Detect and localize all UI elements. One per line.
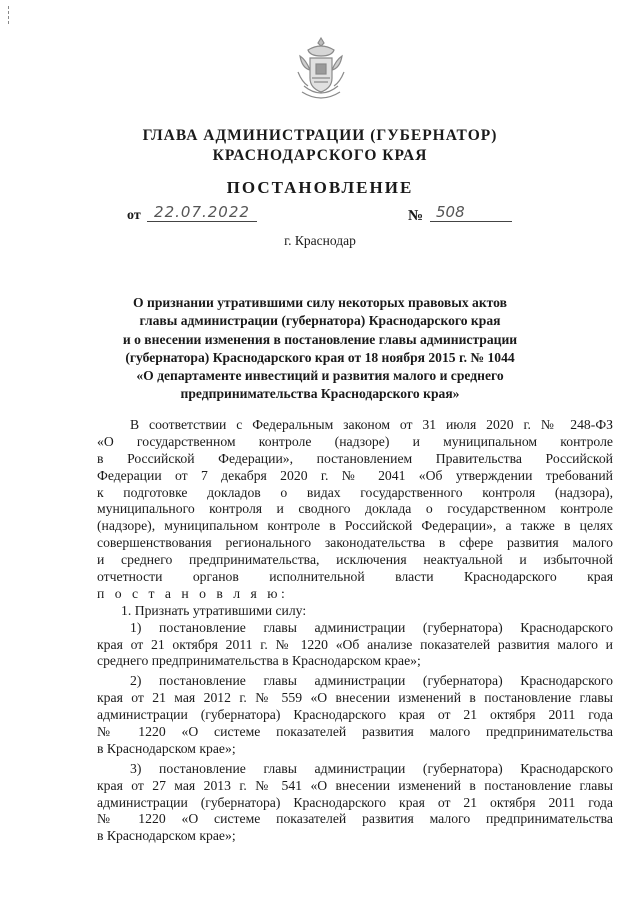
preamble-line: (надзоре), муниципальном контроле в Российской Федерации», а также в целях (97, 518, 613, 534)
subitem-3-line: в Краснодарском крае»; (97, 828, 236, 844)
subitem-2-line: в Краснодарском крае»; (97, 740, 236, 756)
number-label: № (408, 208, 424, 224)
title-line: предпринимательства Краснодарского края» (180, 386, 460, 402)
preamble-line: В соответствии с Федеральным законом от 31 июля 2020 г. № 248-ФЗ (130, 417, 613, 432)
number-value: 508 (430, 203, 512, 222)
preamble-line: в Российской Федерации», постановлением Правительства Российской (97, 450, 613, 466)
title-line: «О департаменте инвестиций и развития малого и среднего (136, 368, 504, 384)
subitem-1-line: среднего предпринимательства в Краснодарском крае»; (97, 653, 421, 669)
decree-word: п о с т а н о в л я ю: (97, 585, 289, 601)
preamble-line: Федерации от 7 декабря 2020 г. № 2041 «Об утверждении требований (97, 467, 613, 483)
subitem-1-line: 1) постановление главы администрации (губернатора) Краснодарского (130, 619, 613, 635)
coat-of-arms-emblem (296, 36, 346, 102)
subitem-2-line: администрации (губернатора) Краснодарского края от 21 октября 2011 года (97, 707, 613, 723)
organization-name-line1: ГЛАВА АДМИНИСТРАЦИИ (ГУБЕРНАТОР) (142, 127, 498, 144)
organization-name-line2: КРАСНОДАРСКОГО КРАЯ (212, 147, 428, 164)
subitem-3-line: края от 27 мая 2013 г. № 541 «О внесении изменений в постановление главы (97, 777, 613, 793)
document-body (97, 417, 613, 845)
document-type: ПОСТАНОВЛЕНИЕ (226, 178, 414, 197)
preamble-line: муниципального контроля и сводного доклада о государственном контроле (97, 501, 613, 517)
preamble-line: совершенствования регионального законодательства в сфере развития малого (97, 535, 613, 551)
subitem-3-line: администрации (губернатора) Краснодарского края от 21 октября 2011 года (97, 794, 613, 810)
scan-edge-mark (8, 6, 10, 24)
city-name: г. Краснодар (284, 233, 356, 248)
subitem-2-line: № 1220 «О системе показателей развития малого предпринимательства (97, 724, 613, 740)
subitem-2-line: края от 21 мая 2012 г. № 559 «О внесении изменений в постановление главы (97, 690, 613, 706)
date-label: от (127, 208, 141, 223)
title-line: главы администрации (губернатора) Краснодарского края (139, 313, 501, 329)
preamble-line: отчетности органов исполнительной власти Краснодарского края (97, 569, 613, 585)
subitem-3-line: № 1220 «О системе показателей развития малого предпринимательства (97, 811, 613, 827)
title-line: (губернатора) Краснодарского края от 18 ноября 2015 г. № 1044 (125, 349, 515, 365)
preamble-line: и среднего предпринимательства, исключения неактуальной и избыточной (97, 552, 613, 568)
subitem-3-line: 3) постановление главы администрации (губернатора) Краснодарского (130, 760, 613, 776)
title-line: О признании утратившими силу некоторых правовых актов (133, 295, 507, 310)
subitem-1-line: края от 21 октября 2011 г. № 1220 «Об анализе показателей развития малого и (97, 636, 613, 652)
subitem-2-line: 2) постановление главы администрации (губернатора) Краснодарского (130, 673, 613, 689)
preamble-line: к подготовке докладов о видах государственного контроля (надзора), (97, 484, 613, 500)
item-1: 1. Признать утратившими силу: (121, 602, 307, 618)
document-title (60, 294, 580, 404)
date-value: 22.07.2022 (147, 203, 257, 222)
title-line: и о внесении изменения в постановление главы администрации (122, 331, 518, 347)
preamble-line: «О государственном контроле (надзоре) и муниципальном контроле (97, 433, 613, 449)
